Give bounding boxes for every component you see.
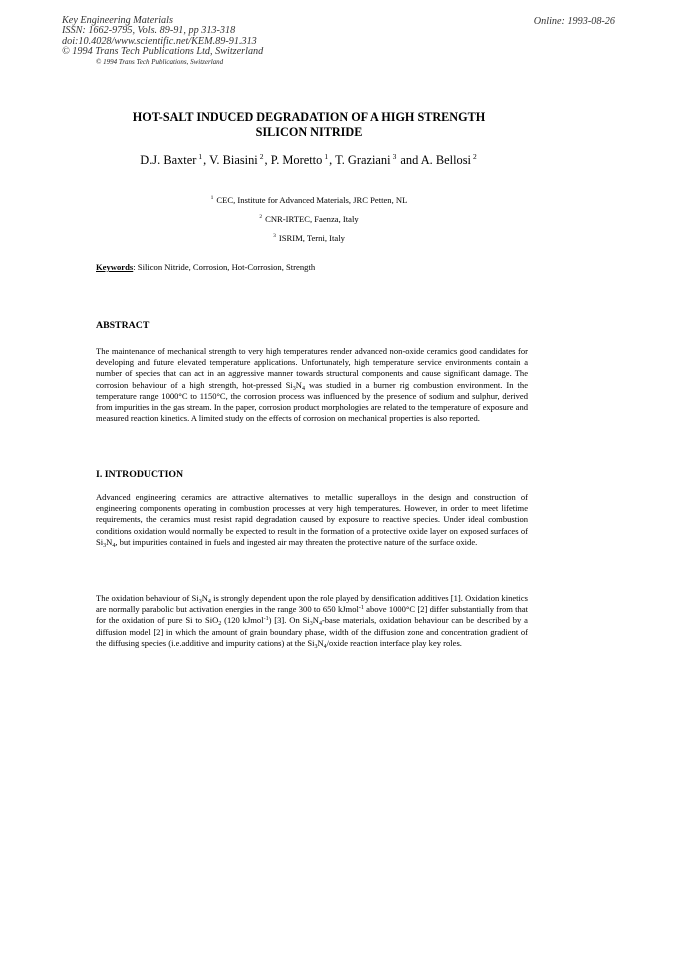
journal-name: Key Engineering Materials: [62, 15, 173, 26]
paper-title: [0, 110, 618, 139]
keywords: [96, 262, 315, 272]
keywords-label: Keywords: [96, 262, 134, 272]
doi-line[interactable]: doi:10.4028/www.scientific.net/KEM.89-91.313: [62, 35, 257, 47]
online-date: Online: 1993-08-26: [533, 16, 615, 27]
author-list: [0, 152, 618, 168]
keywords-text: : Silicon Nitride, Corrosion, Hot-Corrosion, Strength: [133, 262, 316, 272]
author: V. Biasini $^2$,: [209, 152, 271, 167]
issn-line: ISSN: 1662-9795, Vols. 89-91, pp 313-318: [62, 25, 236, 37]
intro-paragraph-2: The oxidation behaviour of $Si_3N_4$ is strongly dependent upon the role played by densification additives [1]. Oxidation kinetics are normally parabolic but activation energies in the range 300 to 650 kJmol$^{-1}$ above 1000°C [2] differ substantially from that for the oxidation of pure Si to SiO$_2$ (120 kJmol$^{-1}$) [3]. On $Si_3N_4$-base materials, oxidation behaviour can be described by a diffusion model [2] in which the amount of grain boundary phase, width of the diffusion zone and concentration gradient of the diffusing species (i.e.additive and impurity cations) at the $Si_3N_4$/oxide reaction interface play key roles.: [96, 593, 529, 650]
author: D.J. Baxter $^1$,: [140, 152, 210, 167]
author: A. Bellosi $^2$: [420, 152, 477, 167]
affiliations: [0, 190, 618, 247]
affiliation: $^2$ CNR-IRTEC, Faenza, Italy: [259, 214, 359, 224]
author: P. Moretto $^1$,: [270, 152, 336, 167]
abstract-heading: ABSTRACT: [96, 320, 150, 331]
intro-paragraph-1: Advanced engineering ceramics are attractive alternatives to metallic superalloys in the design and construction of engineering components operating in combustion processes at very high temperatures. However, in order to meet lifetime requirements, the ceramics must resist rapid degradation caused by exposure to reactive species. Under ideal combustion conditions oxidation would normally be expected to result in the formation of a protective oxide layer on exposed surfaces of $Si_3N_4$, but impurities contained in fuels and ingested air may threaten the protective nature of the surface oxide.: [96, 492, 528, 549]
introduction-heading: I. INTRODUCTION: [96, 469, 184, 480]
copyright-line: © 1994 Trans Tech Publications Ltd, Switzerland: [62, 46, 264, 58]
affiliation: $^1$ CEC, Institute for Advanced Materials, JRC Petten, NL: [210, 195, 408, 205]
copyright-small: © 1994 Trans Tech Publications, Switzerland: [96, 57, 224, 66]
abstract-text: The maintenance of mechanical strength to very high temperatures render advanced non-oxide ceramics good candidates for developing and future elevated temperature applications. Unfortunately, high temperature service environments contain a number of species that can act in an aggressive manner towards structural components and cause significant damage. The corrosion behaviour of a high strength, hot-pressed $Si_3N_4$ was studied in a burner rig combustion environment. In the temperature range 1000°C to 1150°C, the corrosion process was influenced by the presence of sodium and sulphur, derived from impurities in the gas stream. In the paper, corrosion product morphologies are related to the temperature of exposure and measured reaction kinetics. A limited study on the effects of corrosion on mechanical properties is also reported.: [96, 346, 528, 424]
author: T. Graziani $^3$ and: [335, 152, 421, 167]
title-line-1: HOT-SALT INDUCED DEGRADATION OF A HIGH STRENGTH: [132, 110, 486, 124]
journal-header: [62, 16, 392, 67]
affiliation: $^3$ ISRIM, Terni, Italy: [273, 233, 345, 243]
title-line-2: SILICON NITRIDE: [255, 124, 363, 139]
